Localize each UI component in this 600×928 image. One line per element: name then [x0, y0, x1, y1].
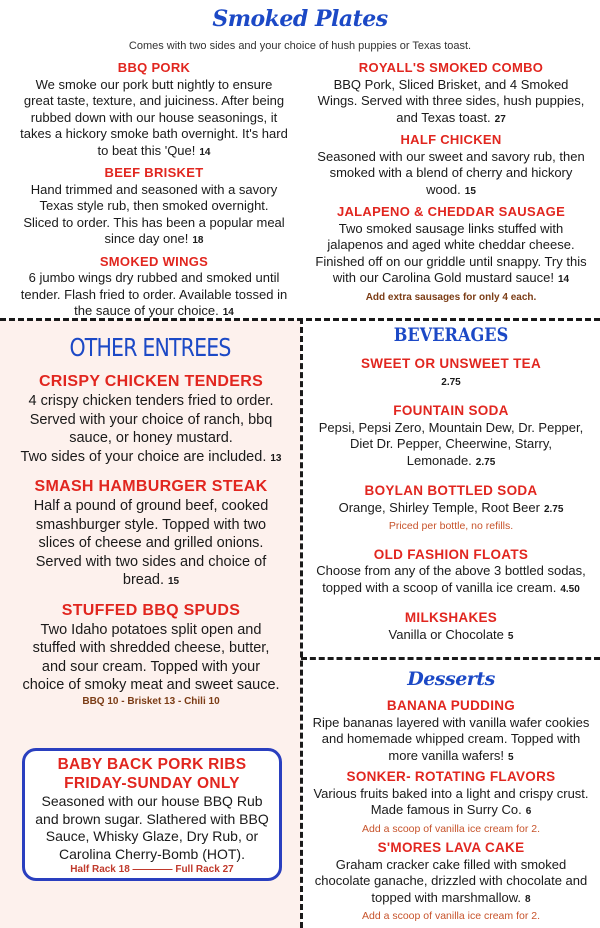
menu-item-price: 15: [168, 576, 180, 587]
menu-item-desc: We smoke our pork butt nightly to ensure great taste, texture, and juiciness. After being rubbed down with our house seasonings, it takes a hickory smoke bath overnight. It's hard to beat this 'Que!: [20, 76, 288, 158]
smoked-plates-left-column: [20, 60, 288, 322]
menu-item-note: Priced per bottle, no refills.: [388, 520, 514, 532]
menu-item-desc: Two smoked sausage links stuffed with jalapenos and aged white cheddar cheese. Finished off on our griddle until snappy. Try this with our Carolina Gold mustard sauce!: [315, 220, 587, 285]
menu-item-name: BANANA PUDDING: [386, 698, 516, 713]
menu-item-price: 14: [222, 307, 234, 318]
smoked-plates-subtitle: Comes with two sides and your choice of hush puppies or Texas toast.: [128, 40, 472, 52]
smoked-plates-title: Smoked Plates: [212, 6, 388, 32]
menu-item-price: 5: [508, 751, 514, 763]
special-title-line1: BABY BACK PORK RIBS: [57, 756, 247, 773]
menu-item-name: SMOKED WINGS: [99, 253, 209, 269]
menu-item-desc: Seasoned with our sweet and savory rub, then smoked with a blend of cherry and hickory wood.: [317, 148, 585, 197]
special-desc: Seasoned with our house BBQ Rub and brown sugar. Slathered with BBQ Sauce, Whisky Glaze, Dry Rub, or Carolina Cherry-Bomb (HOT).: [35, 793, 269, 862]
menu-item-price: 4.50: [560, 583, 580, 595]
menu-item-price: 18: [192, 235, 204, 246]
menu-item-name: JALAPENO & CHEDDAR SAUSAGE: [336, 204, 566, 219]
menu-item-desc: 4 crispy chicken tenders fried to order. Served with your choice of ranch, bbq sauce, or honey mustard.: [28, 393, 274, 446]
menu-item-price: 2.75: [441, 376, 461, 388]
menu-item-price: 15: [464, 185, 476, 197]
menu-item-name: ROYALL'S SMOKED COMBO: [358, 60, 544, 75]
menu-item-desc: Hand trimmed and seasoned with a savory Texas style rub, then smoked overnight. Sliced to order. This has been a popular meal since day one!: [23, 181, 285, 246]
beverages-title: BEVERAGES: [393, 324, 509, 346]
menu-item-price: 2.75: [475, 456, 496, 468]
menu-item-price: 5: [507, 630, 514, 642]
special-ribs-box: [22, 748, 282, 881]
menu-item-price: 14: [199, 146, 211, 158]
menu-item-desc: Orange, Shirley Temple, Root Beer: [338, 499, 540, 515]
menu-item-desc: Vanilla or Chocolate: [388, 626, 504, 642]
menu-item-name: OLD FASHION FLOATS: [373, 546, 529, 562]
menu-item-note: Add extra sausages for only 4 each.: [365, 291, 537, 303]
menu-item-name: CRISPY CHICKEN TENDERS: [38, 373, 264, 390]
menu-item-name: BOYLAN BOTTLED SODA: [364, 483, 538, 498]
menu-item-price: 13: [270, 452, 282, 464]
menu-item-name: SWEET OR UNSWEET TEA: [360, 356, 541, 371]
menu-item-name: SONKER- ROTATING FLAVORS: [346, 769, 556, 784]
menu-item-name: HALF CHICKEN: [400, 132, 502, 147]
menu-item-desc: 6 jumbo wings dry rubbed and smoked until tender. Flash fried to order. Available tossed in the sauce of your choice.: [20, 270, 288, 318]
special-price-note: Half Rack 18 ———— Full Rack 27: [70, 864, 234, 875]
menu-item-price: 14: [557, 274, 570, 285]
menu-item-desc: Two sides of your choice are included.: [20, 448, 267, 465]
smoked-plates-right-column: [312, 60, 590, 306]
beverages-list: [312, 356, 590, 645]
menu-item-name: MILKSHAKES: [404, 610, 498, 625]
menu-item-desc: Various fruits baked into a light and crispy crust. Made famous in Surry Co.: [313, 785, 589, 817]
menu-item-desc: Pepsi, Pepsi Zero, Mountain Dew, Dr. Pepper, Diet Dr. Pepper, Cheerwine, Starry, Lemonade.: [318, 419, 584, 468]
menu-item-name: BEEF BRISKET: [104, 165, 204, 180]
menu-item-desc: Ripe bananas layered with vanilla wafer cookies and homemade whipped cream. Topped with more vanilla wafers!: [312, 714, 590, 763]
menu-item-note: Add a scoop of vanilla ice cream for 2.: [361, 822, 540, 835]
menu-item-name: BBQ PORK: [117, 60, 191, 75]
menu-item-name: FOUNTAIN SODA: [393, 403, 509, 418]
menu-item-price: 2.75: [543, 503, 564, 515]
divider-vertical: [300, 318, 303, 928]
menu-item-note: BBQ 10 - Brisket 13 - Chili 10: [82, 695, 220, 707]
menu-item-desc: Half a pound of ground beef, cooked smashburger style. Topped with two slices of cheese and grilled onions. Served with two sides and choice of bread.: [33, 498, 269, 588]
menu-item-desc: BBQ Pork, Sliced Brisket, and 4 Smoked Wings. Served with three sides, hush puppies, and Texas toast.: [317, 76, 585, 125]
menu-item-desc: Graham cracker cake filled with smoked chocolate ganache, drizzled with chocolate and topped with marshmallow.: [314, 856, 588, 905]
menu-item-price: 6: [525, 806, 532, 817]
menu-item-name: SMASH HAMBURGER STEAK: [34, 478, 268, 495]
menu-item-name: STUFFED BBQ SPUDS: [61, 601, 241, 619]
other-entrees-list: [20, 372, 282, 708]
other-entrees-title: OTHER ENTREES: [69, 333, 231, 362]
menu-item-price: 27: [494, 113, 506, 125]
desserts-list: [312, 698, 590, 925]
desserts-title: Desserts: [407, 668, 495, 690]
menu-item-name: S'MORES LAVA CAKE: [377, 840, 525, 855]
menu-item-desc: Two Idaho potatoes split open and stuffed with shredded cheese, butter, and sour cream. Topped with your choice of smoky meat and sweet sauce.: [22, 621, 280, 693]
menu-item-desc: Choose from any of the above 3 bottled sodas, topped with a scoop of vanilla ice cream.: [316, 563, 586, 595]
menu-item-note: Add a scoop of vanilla ice cream for 2.: [361, 910, 540, 922]
menu-item-price: 8: [525, 893, 531, 905]
divider-horizontal-right: [301, 657, 600, 660]
special-title-line2: FRIDAY-SUNDAY ONLY: [64, 775, 240, 792]
